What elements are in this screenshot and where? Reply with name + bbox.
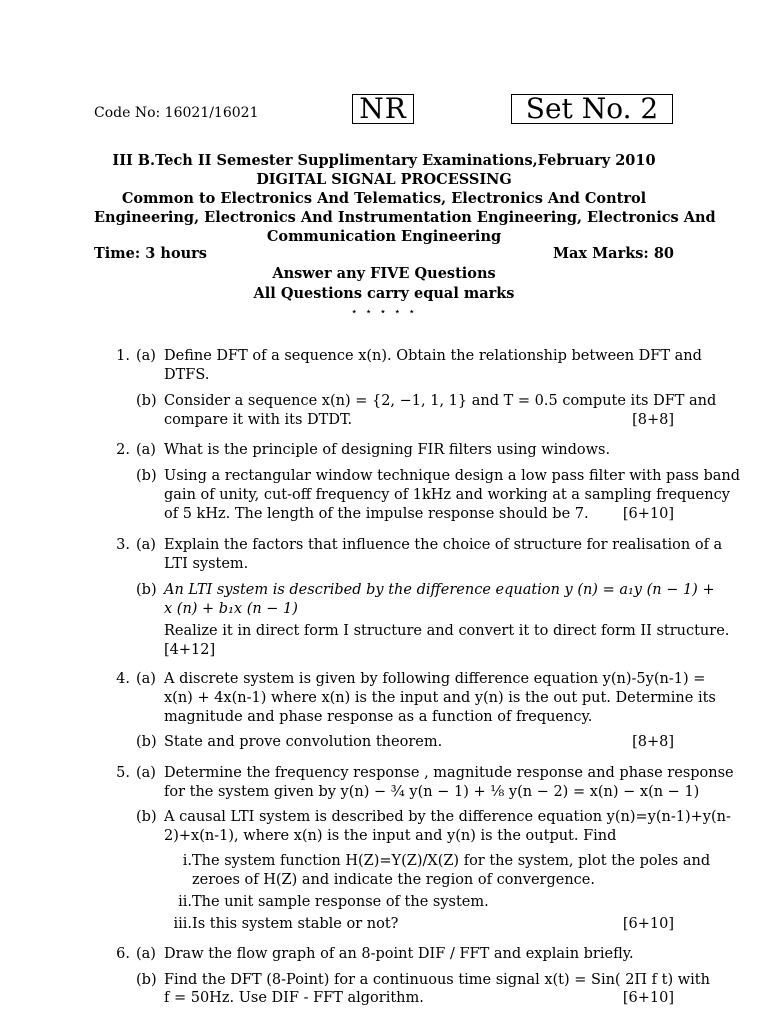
question-text: A discrete system is given by following difference equation y(n)-5y(n-1) = [164,671,706,687]
question-text: Find the DFT (8-Point) for a continuous time signal x(t) = Sin( 2Π f t) with [164,972,710,988]
max-marks-label: Max Marks: 80 [552,245,674,262]
branches-line-3: Communication Engineering [266,228,502,245]
branches-line-2: Engineering, Electronics And Instrumentation Engineering, Electronics And [94,209,716,226]
exam-title: III B.Tech II Semester Supplimentary Examinations,February 2010 [112,152,656,169]
question-text: Explain the factors that influence the choice of structure for realisation of a [164,537,723,553]
question-number: 6. [116,946,130,962]
instruction-five: Answer any FIVE Questions [272,265,496,282]
part-label: (a) [136,537,156,553]
question-5 [108,765,734,937]
marks-label: [8+8] [632,734,674,750]
question-number: 5. [116,765,130,781]
question-text: f = 50Hz. Use DIF - FFT algorithm. [164,990,424,1006]
question-number: 3. [116,537,130,553]
question-3 [108,537,730,662]
instruction-equal-marks: All Questions carry equal marks [253,285,515,302]
part-label: (a) [136,442,156,458]
question-2 [108,442,741,524]
question-text: What is the principle of designing FIR filters using windows. [164,442,611,458]
question-1 [108,348,717,428]
question-text: Define DFT of a sequence x(n). Obtain the relationship between DFT and [164,348,702,364]
marks-label: [4+12] [164,642,216,658]
question-text: LTI system. [164,556,249,572]
question-text: x(n) + 4x(n-1) where x(n) is the input and y(n) is the out put. Determine its [164,690,716,706]
part-label: (b) [136,582,157,598]
question-text: A causal LTI system is described by the difference equation y(n)=y(n-1)+y(n- [164,809,731,825]
question-text: 2)+x(n-1), where x(n) is the input and y(n) is the output. Find [164,828,617,844]
difference-equation: x (n) + b₁x (n − 1) [164,601,298,617]
part-label: (b) [136,809,157,825]
question-text: Determine the frequency response , magnitude response and phase response [164,765,734,781]
subject-title: DIGITAL SIGNAL PROCESSING [256,171,512,188]
question-text: magnitude and phase response as a function of frequency. [164,709,593,725]
question-text: for the system given by y(n) − ¾ y(n − 1) + ⅛ y(n − 2) = x(n) − x(n − 1) [164,784,700,800]
question-text: compare it with its DTDT. [164,412,353,428]
part-label: (b) [136,734,157,750]
marks-label: [6+10] [622,506,674,522]
marks-label: [8+8] [632,412,674,428]
subpart-label: iii. [173,916,192,932]
question-text: The unit sample response of the system. [192,894,489,910]
question-text: DTFS. [164,367,210,383]
question-text: State and prove convolution theorem. [164,734,443,750]
part-label: (a) [136,348,156,364]
question-number: 1. [116,348,130,364]
branches-line-1: Common to Electronics And Telematics, Electronics And Control [121,190,647,207]
question-4 [108,671,716,753]
question-text: Consider a sequence x(n) = {2, −1, 1, 1} and T = 0.5 compute its DFT and [164,393,717,409]
part-label: (a) [136,765,156,781]
question-text: Using a rectangular window technique design a low pass filter with pass band [164,468,741,484]
part-label: (a) [136,671,156,687]
part-label: (b) [136,972,157,988]
nr-badge: NR [352,94,414,124]
stars-divider: ⋆ ⋆ ⋆ ⋆ ⋆ [350,305,418,318]
marks-label: [6+10] [622,990,674,1006]
question-text: zeroes of H(Z) and indicate the region of convergence. [192,872,595,888]
question-text: The system function H(Z)=Y(Z)/X(Z) for the system, plot the poles and [192,853,711,869]
question-text: of 5 kHz. The length of the impulse response should be 7. [164,506,589,522]
subpart-label: ii. [178,894,192,910]
question-text: Realize it in direct form I structure and convert it to direct form II structure. [164,623,730,639]
question-text: Draw the flow graph of an 8-point DIF / FFT and explain briefly. [164,946,634,962]
code-number: Code No: 16021/16021 [94,105,259,121]
time-label: Time: 3 hours [94,245,207,262]
set-number-badge: Set No. 2 [511,94,673,124]
question-number: 4. [116,671,130,687]
question-6 [108,946,710,1010]
part-label: (a) [136,946,156,962]
question-number: 2. [116,442,130,458]
question-text: Is this system stable or not? [192,916,399,932]
marks-label: [6+10] [622,916,674,932]
difference-equation: An LTI system is described by the difference equation y (n) = a₁y (n − 1) + [164,582,715,598]
subpart-label: i. [182,853,192,869]
part-label: (b) [136,468,157,484]
question-text: gain of unity, cut-off frequency of 1kHz and working at a sampling frequency [164,487,730,503]
part-label: (b) [136,393,157,409]
